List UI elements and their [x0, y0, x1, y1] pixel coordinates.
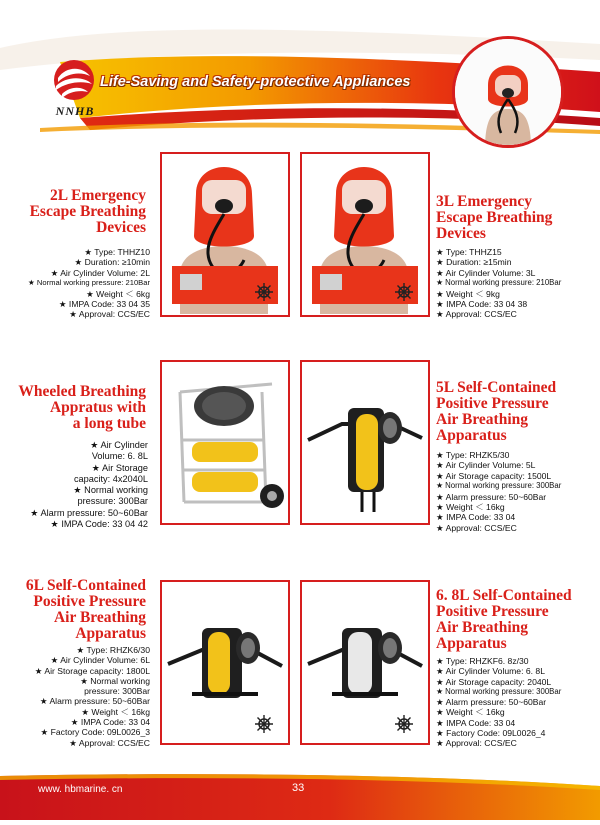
- title-line: Apparatus: [436, 635, 507, 652]
- spec-item: ★ Air Cylinder Volume: 6. 8L: [436, 666, 545, 677]
- spec-item: ★ Weight ＜ 6kg: [86, 288, 150, 299]
- title-line: Apparatus: [75, 625, 146, 642]
- spec-item: ★ IMPA Code: 33 04 38: [436, 299, 528, 310]
- ships-wheel-icon: [254, 282, 274, 302]
- spec-item: ★ IMPA Code: 33 04: [436, 717, 516, 728]
- spec-item: ★ Air Storage capacity: 1800L: [34, 665, 150, 676]
- product-title-3l-escape: [436, 194, 552, 242]
- ships-wheel-icon: [254, 714, 274, 734]
- spec-item: ★ Factory Code: 09L0026_3: [40, 727, 150, 738]
- spec-item: ★ Air Cylinder Volume: 3L: [436, 267, 536, 278]
- title-line: Wheeled Breathing: [18, 383, 146, 400]
- title-line: Escape Breathing: [436, 209, 553, 226]
- spec-item: ★ Approval: CCS/EC: [69, 737, 150, 748]
- spec-item: ★ Type: RHZK6/30: [76, 645, 150, 655]
- spec-item: ★ Normal working pressure: 300Bar: [436, 686, 562, 696]
- product-photo-3l-escape: [300, 152, 430, 317]
- spec-item: ★ Normal working pressure: 210Bar: [27, 278, 150, 288]
- wheeled-cart-photo-icon: [162, 362, 287, 522]
- title-line: a long tube: [72, 415, 146, 432]
- spec-item: ★ Approval: CCS/EC: [69, 309, 150, 320]
- title-line: Air Breathing: [436, 411, 529, 428]
- product-specs-6-8l: [436, 656, 561, 749]
- product-photo-6l: [160, 580, 290, 745]
- spec-item: ★ Approval: CCS/EC: [436, 309, 517, 320]
- ships-wheel-icon: [394, 714, 414, 734]
- product-specs-6l: [35, 645, 150, 748]
- title-line: Devices: [436, 225, 486, 242]
- header-product-photo: [452, 36, 564, 148]
- spec-item: ★ Weight ＜ 9kg: [436, 288, 500, 299]
- title-line: Positive Pressure: [436, 603, 549, 620]
- spec-item: ★ Type: THHZ15: [436, 247, 502, 257]
- product-photo-6-8l: [300, 580, 430, 745]
- title-line: 6L Self-Contained: [25, 577, 146, 594]
- product-title-wheeled: [18, 384, 146, 432]
- product-title-2l-escape: [30, 188, 146, 236]
- spec-item: ★ Factory Code: 09L0026_4: [436, 728, 546, 739]
- spec-item: ★ Air Cylinder Volume: 6L: [50, 655, 150, 666]
- spec-item: ★ Approval: CCS/EC: [436, 522, 517, 533]
- spec-item: ★ Normal working: [80, 675, 150, 686]
- spec-item: ★ Alarm pressure: 50~60Bar: [30, 507, 148, 518]
- page-number: 33: [292, 782, 305, 794]
- title-line: Devices: [96, 219, 146, 236]
- spec-item: ★ Approval: CCS/EC: [436, 738, 517, 749]
- spec-item: ★ IMPA Code: 33 04: [436, 512, 516, 523]
- scba-5l-photo-icon: [302, 362, 427, 522]
- escape-hood-photo-icon: [455, 39, 561, 145]
- title-line: Air Breathing: [436, 619, 529, 636]
- logo-emblem-icon: [44, 56, 104, 106]
- product-specs-5l: [436, 450, 561, 533]
- title-line: 3L Emergency: [436, 193, 532, 210]
- product-title-5l: [436, 380, 556, 444]
- product-photo-2l-escape: [160, 152, 290, 317]
- title-line: 6. 8L Self-Contained: [436, 587, 572, 604]
- spec-item: ★ IMPA Code: 33 04: [70, 717, 150, 728]
- product-title-6-8l: [436, 588, 572, 652]
- spec-item: ★ Alarm pressure: 50~60Bar: [436, 491, 547, 502]
- spec-item: ★ Duration: ≥10min: [74, 257, 150, 268]
- spec-item: ★ Type: THHZ10: [84, 247, 150, 257]
- spec-item: ★ Alarm pressure: 50~60Bar: [436, 697, 547, 708]
- spec-item: ★ Air Cylinder Volume: 2L: [50, 267, 150, 278]
- spec-item: ★ Type: RHZK5/30: [436, 450, 510, 460]
- product-specs-wheeled: [30, 440, 148, 530]
- logo-text: NNHB: [55, 104, 95, 118]
- header-title: Life-Saving and Safety-protective Appliances: [100, 74, 411, 90]
- title-line: 5L Self-Contained: [436, 379, 557, 396]
- title-line: Positive Pressure: [436, 395, 549, 412]
- title-line: 2L Emergency: [50, 187, 146, 204]
- spec-item: ★ Normal working pressure: 300Bar: [436, 481, 562, 491]
- spec-item: ★ Weight ＜ 16kg: [436, 707, 505, 718]
- product-photo-wheeled: [160, 360, 290, 525]
- footer-bar: [0, 770, 600, 820]
- company-logo: [44, 56, 104, 126]
- spec-item: ★ Air Storage: [91, 462, 148, 473]
- title-line: Positive Pressure: [33, 593, 146, 610]
- spec-item: ★ IMPA Code: 33 04 35: [58, 299, 150, 310]
- title-line: Apparatus: [436, 427, 507, 444]
- spec-item: ★ Air Storage capacity: 1500L: [436, 470, 552, 481]
- footer-swoosh-graphic: [0, 770, 600, 820]
- spec-item: ★ Weight ＜ 16kg: [436, 502, 505, 513]
- spec-item: ★ Air Storage capacity: 2040L: [436, 676, 552, 687]
- spec-item: capacity: 4x2040L: [73, 473, 148, 484]
- spec-item: ★ Alarm pressure: 50~60Bar: [39, 696, 150, 707]
- spec-item: pressure: 300Bar: [77, 496, 148, 507]
- product-specs-3l-escape: [436, 247, 561, 320]
- spec-item: ★ Type: RHZKF6. 8z/30: [436, 656, 529, 666]
- footer-website-link[interactable]: www. hbmarine. cn: [38, 784, 123, 795]
- product-title-6l: [26, 578, 146, 642]
- spec-item: pressure: 300Bar: [84, 686, 150, 697]
- ships-wheel-icon: [394, 282, 414, 302]
- product-photo-5l: [300, 360, 430, 525]
- product-specs-2l-escape: [28, 247, 150, 320]
- title-line: Air Breathing: [53, 609, 146, 626]
- title-line: Appratus with: [49, 399, 146, 416]
- spec-item: ★ Normal working pressure: 210Bar: [436, 278, 562, 288]
- spec-item: Volume: 6. 8L: [91, 451, 148, 462]
- spec-item: ★ Weight ＜ 16kg: [81, 706, 150, 717]
- spec-item: ★ Duration: ≥15min: [436, 257, 512, 268]
- spec-item: ★ IMPA Code: 33 04 42: [50, 519, 148, 530]
- spec-item: ★ Air Cylinder: [90, 440, 148, 450]
- spec-item: ★ Air Cylinder Volume: 5L: [436, 460, 536, 471]
- spec-item: ★ Normal working: [73, 485, 148, 496]
- title-line: Escape Breathing: [29, 203, 146, 220]
